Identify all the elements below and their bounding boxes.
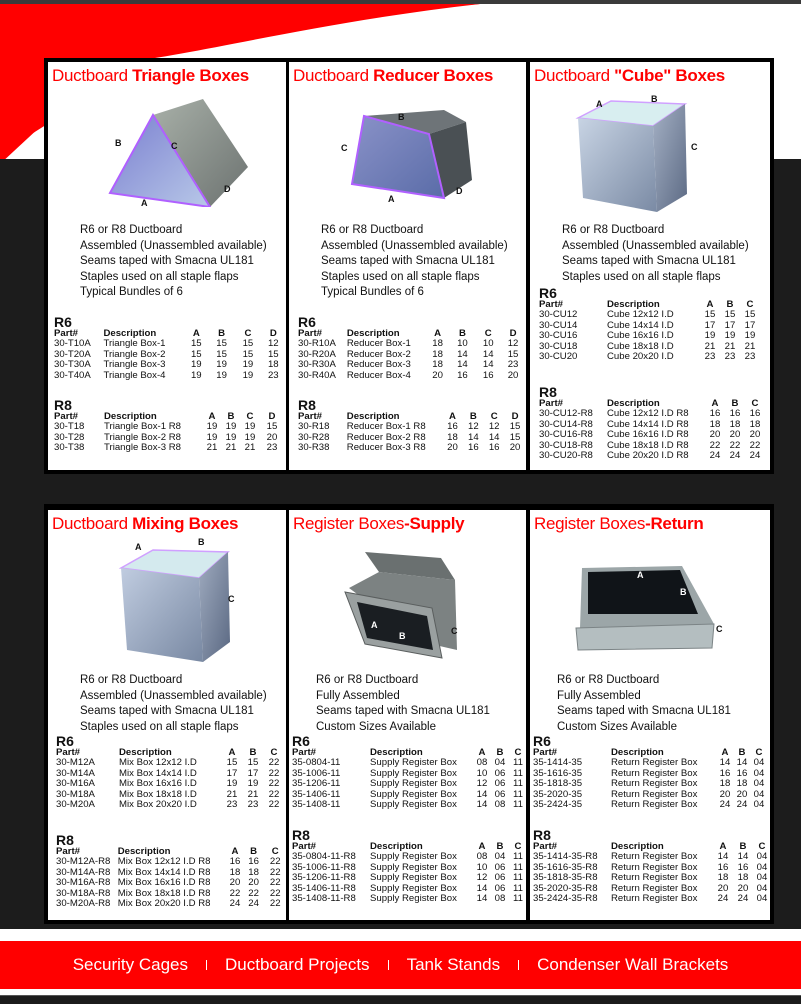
table-row: 30-M18A Mix Box 18x18 I.D 21 21 22 — [56, 788, 280, 800]
table-row: 30-CU18-R8 Cube 18x18 I.D R8 22 22 22 — [539, 439, 761, 451]
features-list — [80, 223, 267, 301]
panel-mixing-boxes — [48, 510, 286, 920]
table-row: 35-1006-11-R8 Supply Register Box 10 06 11 — [292, 861, 523, 873]
dimension-label-b: B — [651, 94, 658, 104]
table-row: 35-2020-35 Return Register Box 20 20 04 — [533, 788, 765, 800]
table-row: 30-M16A-R8 Mix Box 16x16 I.D R8 20 20 22 — [56, 877, 281, 889]
panel-title: Ductboard "Cube" Boxes — [534, 66, 725, 85]
feature-item: Assembled (Unassembled available) — [562, 239, 749, 252]
feature-item: Staples used on all staple flaps — [80, 270, 239, 283]
nav-separator — [388, 960, 389, 970]
panel-register-boxes-supply — [289, 510, 526, 920]
table-row: 35-2424-35 Return Register Box 24 24 04 — [533, 799, 765, 811]
table-row: 30-R30A Reducer Box-3 18 14 14 23 — [298, 359, 519, 371]
dimension-label-c: C — [691, 142, 698, 152]
spec-table: Part# Description A B C 35-1414-35 Return Register Box 14 14 04 35-1616-35 Return Register Box 16 16 04 35-1818-35 Return Register Box 18 18 04 35-2020-35 Return Register Box 20 20 04 35-2424-35 Return Register Box 24 24 04 — [533, 748, 768, 810]
dimension-label-b: B — [680, 587, 687, 597]
r6-spec-table — [56, 734, 285, 810]
feature-item: Seams taped with Smacna UL181 — [562, 255, 736, 268]
feature-item: R6 or R8 Ductboard — [80, 224, 183, 236]
panel-title: Ductboard Mixing Boxes — [52, 514, 239, 533]
dimension-label-b: B — [398, 112, 405, 122]
features-list — [562, 223, 749, 285]
table-row: 30-CU18 Cube 18x18 I.D 21 21 21 — [539, 340, 756, 352]
table-row: 30-R28 Reducer Box-2 R8 18 14 14 15 — [298, 431, 521, 443]
feature-item: Staples used on all staple flaps — [80, 720, 239, 733]
table-row: 35-2020-35-R8 Return Register Box 20 20 04 — [533, 882, 768, 894]
table-row: 30-R20A Reducer Box-2 18 14 14 15 — [298, 348, 519, 360]
feature-item: Seams taped with Smacna UL181 — [321, 255, 495, 268]
mixing-box-photo — [113, 542, 238, 667]
table-row: 30-R38 Reducer Box-3 R8 20 16 16 20 — [298, 442, 521, 454]
dimension-label-a: A — [637, 570, 644, 580]
table-row: 35-1408-11 Supply Register Box 14 08 11 — [292, 799, 523, 811]
r8-heading: R8 — [54, 397, 72, 413]
panel-title: Ductboard Triangle Boxes — [52, 66, 249, 85]
r6-spec-table — [539, 286, 761, 362]
feature-item: Seams taped with Smacna UL181 — [80, 255, 254, 268]
table-row: 35-0804-11 Supply Register Box 08 04 11 — [292, 757, 523, 769]
feature-item: Fully Assembled — [316, 689, 400, 702]
dimension-label-c: C — [341, 143, 348, 153]
dimension-label-c: C — [171, 141, 178, 151]
feature-item: Staples used on all staple flaps — [562, 270, 721, 283]
nav-link-condenser-wall-brackets[interactable]: Condenser Wall Brackets — [537, 955, 729, 974]
panel-cube-boxes — [530, 62, 770, 470]
table-row: 30-CU16 Cube 16x16 I.D 19 19 19 — [539, 330, 756, 342]
table-row: 30-M16A Mix Box 16x16 I.D 19 19 22 — [56, 778, 280, 790]
features-list — [316, 673, 490, 735]
dimension-label-a: A — [371, 620, 378, 630]
feature-item: Typical Bundles of 6 — [80, 286, 183, 299]
dimension-label-b: B — [115, 138, 122, 148]
panel-register-boxes-return — [530, 510, 770, 920]
table-row: 35-1818-35 Return Register Box 18 18 04 — [533, 778, 765, 790]
reducer-box-photo — [344, 102, 474, 202]
dimension-label-c: C — [228, 594, 235, 604]
table-row: 30-CU20-R8 Cube 20x20 I.D R8 24 24 24 — [539, 450, 761, 462]
table-row: 35-1818-35-R8 Return Register Box 18 18 04 — [533, 872, 768, 884]
table-row: 30-T28 Triangle Box-2 R8 19 19 19 20 — [54, 431, 278, 443]
feature-item: Custom Sizes Available — [316, 720, 436, 733]
nav-separator — [518, 960, 519, 970]
feature-item: Assembled (Unassembled available) — [80, 689, 267, 702]
feature-item: Typical Bundles of 6 — [321, 286, 424, 299]
table-row: 30-T10A Triangle Box-1 15 15 15 12 — [54, 338, 279, 350]
r6-spec-table — [533, 734, 768, 810]
table-row: 30-R40A Reducer Box-4 20 16 16 20 — [298, 369, 519, 381]
dimension-label-d: D — [224, 184, 231, 194]
nav-link-ductboard-projects[interactable]: Ductboard Projects — [224, 955, 370, 974]
table-row: 30-M20A Mix Box 20x20 I.D 23 23 22 — [56, 799, 280, 811]
r6-heading: R6 — [298, 314, 316, 330]
spec-table: Part# Description A B C 30-CU12 Cube 12x12 I.D 15 15 15 30-CU14 Cube 14x14 I.D 17 17 17 30-CU16 Cube 16x16 I.D 19 19 19 30-CU18 Cube 18x18 I.D 21 21 21 30-CU20 Cube 20x20 I.D 23 23 23 — [539, 300, 761, 362]
r6-spec-table — [54, 315, 286, 381]
table-row: 30-M20A-R8 Mix Box 20x20 I.D R8 24 24 22 — [56, 898, 281, 910]
table-row: 30-T18 Triangle Box-1 R8 19 19 19 15 — [54, 421, 278, 433]
table-row: 35-0804-11-R8 Supply Register Box 08 04 11 — [292, 851, 523, 863]
spec-table: Part# Description A B C 35-1414-35-R8 Return Register Box 14 14 04 35-1616-35-R8 Return Register Box 16 16 04 35-1818-35-R8 Return Register Box 18 18 04 35-2020-35-R8 Return Register Box 20 20 04 35-2424-35-R8 Return Register Box 24 24 04 — [533, 842, 770, 904]
table-row: 30-CU12-R8 Cube 12x12 I.D R8 16 16 16 — [539, 408, 761, 420]
feature-item: Seams taped with Smacna UL181 — [557, 705, 731, 718]
spec-table: Part# Description A B C 30-M12A Mix Box 12x12 I.D 15 15 22 30-M14A Mix Box 14x14 I.D 17 17 22 30-M16A Mix Box 16x16 I.D 19 19 22 30-M18A Mix Box 18x18 I.D 21 21 22 30-M20A Mix Box 20x20 I.D 23 23 22 — [56, 748, 285, 810]
table-row: 30-R10A Reducer Box-1 18 10 10 12 — [298, 338, 519, 350]
panel-title: Register Boxes-Supply — [293, 514, 465, 533]
r8-spec-table — [292, 828, 525, 904]
table-row: 35-1406-11 Supply Register Box 14 06 11 — [292, 788, 523, 800]
feature-item: R6 or R8 Ductboard — [557, 674, 660, 686]
footer-nav — [0, 941, 801, 989]
r6-heading: R6 — [56, 733, 74, 749]
dimension-label-a: A — [135, 542, 142, 552]
table-row: 30-R18 Reducer Box-1 R8 16 12 12 15 — [298, 421, 521, 433]
spec-table: Part# Description A B C D 30-R18 Reducer Box-1 R8 16 12 12 15 30-R28 Reducer Box-2 R8 18 14 14 15 30-R38 Reducer Box-3 R8 20 16 16 20 — [298, 412, 526, 454]
footer-divider — [0, 929, 801, 941]
table-row: 30-M14A-R8 Mix Box 14x14 I.D R8 18 18 22 — [56, 866, 281, 878]
r8-heading: R8 — [56, 832, 74, 848]
feature-item: Assembled (Unassembled available) — [80, 239, 267, 252]
dimension-label-c: C — [716, 624, 723, 634]
table-row: 30-CU20 Cube 20x20 I.D 23 23 23 — [539, 351, 756, 363]
table-row: 30-M12A-R8 Mix Box 12x12 I.D R8 16 16 22 — [56, 856, 281, 868]
r6-heading: R6 — [292, 733, 310, 749]
spec-table: Part# Description A B C 30-M12A-R8 Mix Box 12x12 I.D R8 16 16 22 30-M14A-R8 Mix Box 14x14 I.D R8 18 18 22 30-M16A-R8 Mix Box 16x16 I.D R8 20 20 22 30-M18A-R8 Mix Box 18x18 I.D R8 22 22 22 30-M20A-R8 Mix Box 20x20 I.D R8 24 24 22 — [56, 847, 286, 909]
feature-item: Assembled (Unassembled available) — [321, 239, 508, 252]
r8-spec-table — [298, 398, 526, 454]
feature-item: Fully Assembled — [557, 689, 641, 702]
table-row: 30-T38 Triangle Box-3 R8 21 21 21 23 — [54, 442, 278, 454]
r8-spec-table — [533, 828, 770, 904]
table-row: 30-M14A Mix Box 14x14 I.D 17 17 22 — [56, 767, 280, 779]
feature-item: R6 or R8 Ductboard — [316, 674, 419, 686]
table-row: 30-M12A Mix Box 12x12 I.D 15 15 22 — [56, 757, 280, 769]
nav-link-security-cages[interactable]: Security Cages — [72, 955, 188, 974]
spec-table: Part# Description A B C 30-CU12-R8 Cube 12x12 I.D R8 16 16 16 30-CU14-R8 Cube 14x14 I.D R8 18 18 18 30-CU16-R8 Cube 16x16 I.D R8 20 20 20 30-CU18-R8 Cube 18x18 I.D R8 22 22 22 30-CU20-R8 Cube 20x20 I.D R8 24 24 24 — [539, 399, 765, 461]
r8-spec-table — [56, 833, 286, 909]
panel-title: Register Boxes-Return — [534, 514, 704, 533]
table-row: 30-T40A Triangle Box-4 19 19 19 23 — [54, 369, 279, 381]
panel-reducer-boxes — [289, 62, 526, 470]
r6-heading: R6 — [533, 733, 551, 749]
triangle-box-photo — [98, 97, 258, 207]
r6-spec-table — [298, 315, 526, 381]
features-list — [321, 223, 508, 301]
r6-heading: R6 — [539, 285, 557, 301]
table-row: 30-CU16-R8 Cube 16x16 I.D R8 20 20 20 — [539, 429, 761, 441]
feature-item: Staples used on all staple flaps — [321, 270, 480, 283]
r8-spec-table — [539, 385, 765, 461]
table-row: 35-1414-35-R8 Return Register Box 14 14 04 — [533, 851, 768, 863]
nav-separator — [206, 960, 207, 970]
spec-table: Part# Description A B C 35-0804-11-R8 Supply Register Box 08 04 11 35-1006-11-R8 Supply Register Box 10 06 11 35-1206-11-R8 Supply Register Box 12 06 11 35-1406-11-R8 Supply Register Box 14 06 11 35-1408-11-R8 Supply Register Box 14 08 11 — [292, 842, 525, 904]
dimension-label-d: D — [456, 186, 463, 196]
spec-table: Part# Description A B C D 30-T18 Triangle Box-1 R8 19 19 19 15 30-T28 Triangle Box-2 R8 19 19 19 20 30-T38 Triangle Box-3 R8 21 21 21 23 — [54, 412, 284, 454]
dimension-label-b: B — [399, 631, 406, 641]
r6-spec-table — [292, 734, 525, 810]
cube-box-photo — [575, 96, 695, 221]
r8-spec-table — [54, 398, 284, 454]
table-row: 30-CU12 Cube 12x12 I.D 15 15 15 — [539, 309, 756, 321]
spec-table: Part# Description A B C 35-0804-11 Supply Register Box 08 04 11 35-1006-11 Supply Register Box 10 06 11 35-1206-11 Supply Register Box 12 06 11 35-1406-11 Supply Register Box 14 06 11 35-1408-11 Supply Register Box 14 08 11 — [292, 748, 525, 810]
table-row: 35-1616-35-R8 Return Register Box 16 16 04 — [533, 861, 768, 873]
table-row: 30-CU14 Cube 14x14 I.D 17 17 17 — [539, 319, 756, 331]
feature-item: Seams taped with Smacna UL181 — [80, 705, 254, 718]
table-row: 35-2424-35-R8 Return Register Box 24 24 04 — [533, 893, 768, 905]
r6-heading: R6 — [54, 314, 72, 330]
dimension-label-b: B — [198, 537, 205, 547]
table-row: 30-T20A Triangle Box-2 15 15 15 15 — [54, 348, 279, 360]
spec-table: Part# Description A B C D 30-T10A Triangle Box-1 15 15 15 12 30-T20A Triangle Box-2 15 15 15 15 30-T30A Triangle Box-3 19 19 19 18 30-T40A Triangle Box-4 19 19 19 23 — [54, 329, 286, 381]
table-row: 35-1006-11 Supply Register Box 10 06 11 — [292, 767, 523, 779]
table-row: 35-1408-11-R8 Supply Register Box 14 08 11 — [292, 893, 523, 905]
spec-table: Part# Description A B C D 30-R10A Reducer Box-1 18 10 10 12 30-R20A Reducer Box-2 18 14 14 15 30-R30A Reducer Box-3 18 14 14 23 30-R40A Reducer Box-4 20 16 16 20 — [298, 329, 526, 381]
dimension-label-c: C — [451, 626, 458, 636]
r8-heading: R8 — [298, 397, 316, 413]
dimension-label-a: A — [596, 99, 603, 109]
table-row: 35-1414-35 Return Register Box 14 14 04 — [533, 757, 765, 769]
feature-item: R6 or R8 Ductboard — [321, 224, 424, 236]
table-row: 35-1616-35 Return Register Box 16 16 04 — [533, 767, 765, 779]
table-row: 30-M18A-R8 Mix Box 18x18 I.D R8 22 22 22 — [56, 887, 281, 899]
feature-item: Custom Sizes Available — [557, 720, 677, 733]
table-row: 30-T30A Triangle Box-3 19 19 19 18 — [54, 359, 279, 371]
dimension-label-a: A — [388, 194, 395, 204]
r8-heading: R8 — [292, 827, 310, 843]
table-row: 35-1206-11 Supply Register Box 12 06 11 — [292, 778, 523, 790]
table-row: 35-1406-11-R8 Supply Register Box 14 06 11 — [292, 882, 523, 894]
panel-title: Ductboard Reducer Boxes — [293, 66, 494, 85]
feature-item: R6 or R8 Ductboard — [562, 224, 665, 236]
footer-bottom-bar — [0, 995, 801, 1004]
features-list — [557, 673, 731, 735]
dimension-label-a: A — [141, 198, 148, 208]
r8-heading: R8 — [533, 827, 551, 843]
table-row: 30-CU14-R8 Cube 14x14 I.D R8 18 18 18 — [539, 418, 761, 430]
feature-item: Seams taped with Smacna UL181 — [316, 705, 490, 718]
features-list — [80, 673, 267, 735]
return-register-box-photo — [572, 562, 722, 652]
nav-link-tank-stands[interactable]: Tank Stands — [406, 955, 501, 974]
supply-register-box-photo — [337, 550, 462, 660]
r8-heading: R8 — [539, 384, 557, 400]
feature-item: R6 or R8 Ductboard — [80, 674, 183, 686]
panel-triangle-boxes — [48, 62, 286, 470]
table-row: 35-1206-11-R8 Supply Register Box 12 06 11 — [292, 872, 523, 884]
